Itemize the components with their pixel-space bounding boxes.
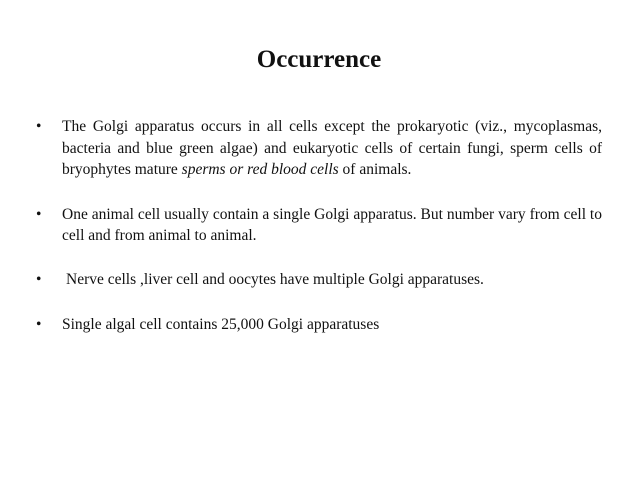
bullet-item-algal-cell — [36, 314, 602, 336]
bullet-dot-icon: • — [36, 316, 42, 333]
bullet-dot-icon: • — [36, 270, 42, 288]
bullet-dot-icon: • — [36, 205, 42, 223]
bullet-text-part1: The Golgi apparatus occurs in all cells except the prokaryotic (viz., mycoplasmas, bacteria and blue green algae) and eukaryotic cells of certain fungi, sperm cells of bryophytes mature — [62, 118, 602, 178]
bullet-text-part2: of animals. — [338, 161, 412, 178]
bullet-text-italic: sperms or red blood cells — [181, 161, 339, 178]
bullet-dot-icon: • — [36, 118, 42, 135]
bullet-list — [36, 116, 602, 336]
bullet-text: Nerve cells ,liver cell and oocytes have multiple Golgi apparatuses. — [66, 270, 484, 288]
bullet-item-single-golgi — [36, 204, 602, 247]
slide-title: Occurrence — [256, 46, 382, 73]
bullet-text — [62, 118, 602, 178]
bullet-item-multiple-golgi — [36, 269, 602, 291]
bullet-text: One animal cell usually contain a single Golgi apparatus. But number vary from cell to cell and from animal to animal. — [62, 205, 602, 244]
bullet-text: Single algal cell contains 25,000 Golgi apparatuses — [62, 316, 380, 333]
bullet-item-occurrence — [36, 116, 602, 181]
